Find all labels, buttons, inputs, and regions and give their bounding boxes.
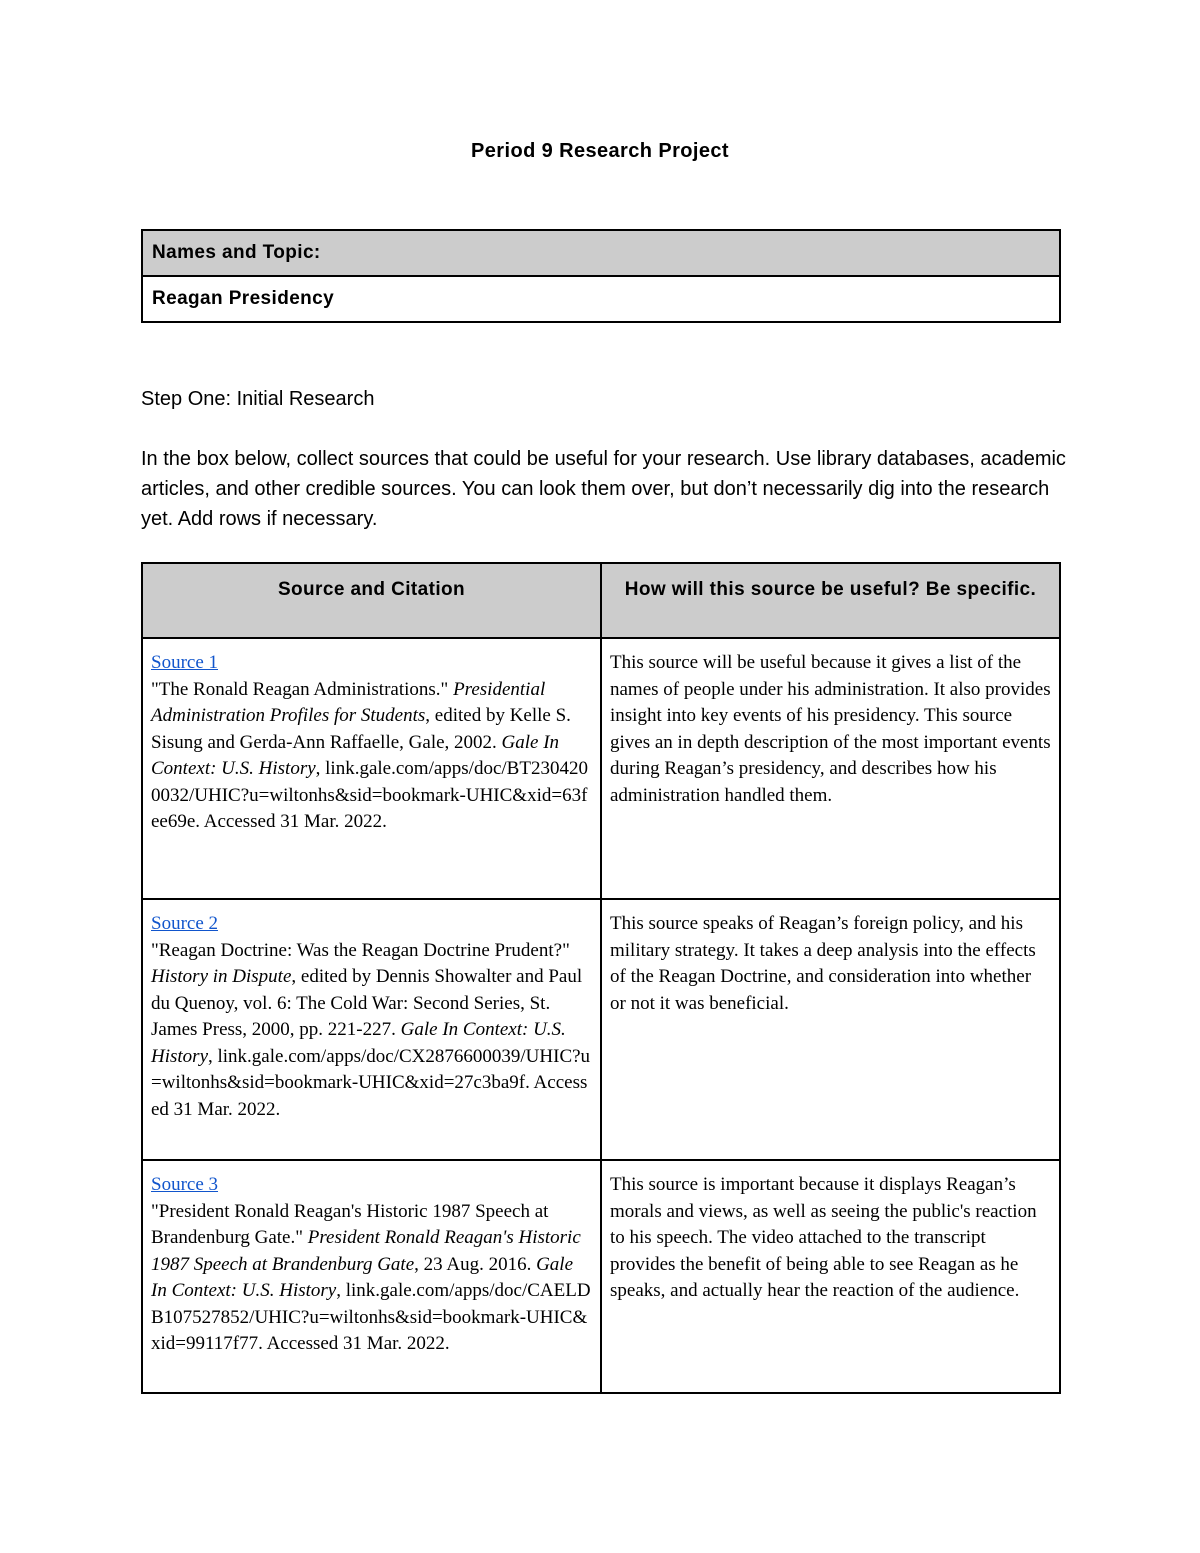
- names-topic-table: [141, 229, 1061, 323]
- names-topic-header-row: [142, 230, 1060, 276]
- citation-url: , link.gale.com/apps/doc/CX2876600039/UHIC?u=wiltonhs&sid=bookmark-UHIC&xid=27c3ba9f. Accessed 31 Mar. 2022.: [151, 1045, 591, 1120]
- usefulness-text: This source speaks of Reagan’s foreign policy, and his military strategy. It takes a deep analysis into the effects of the Reagan Doctrine, and consideration into whether or not it was beneficial.: [610, 913, 1036, 1014]
- citation-url: , link.gale.com/apps/doc/BT2304200032/UHIC?u=wiltonhs&sid=bookmark-UHIC&xid=63fee69e. Accessed 31 Mar. 2022.: [151, 758, 588, 832]
- citation-database: Gale In Context: U.S. History: [151, 731, 560, 779]
- table-row: [142, 638, 1060, 899]
- source-link[interactable]: Source 3: [151, 1174, 219, 1195]
- usefulness-cell: [601, 1160, 1060, 1393]
- instructions-paragraph: In the box below, collect sources that could be useful for your research. Use library databases, academic articles, and other credible sources. You can look them over, but don’t necessarily dig into the research yet. Add rows if necessary.: [141, 448, 1066, 530]
- usefulness-cell: [601, 638, 1060, 899]
- citation-cell: [142, 1160, 601, 1393]
- citation-cell: [142, 899, 601, 1160]
- citation-url: , link.gale.com/apps/doc/CAELDB107527852/UHIC?u=wiltonhs&sid=bookmark-UHIC&xid=99117f77. Accessed 31 Mar. 2022.: [151, 1280, 591, 1354]
- usefulness-text: This source is important because it displays Reagan’s morals and views, as well as seeing the public's reaction to his speech. The video attached to the transcript provides the benefit of being able to see Reagan as he speaks, and actually hear the reaction of the audience.: [610, 1174, 1037, 1301]
- names-topic-value-row: [142, 276, 1060, 322]
- usefulness-text: This source will be useful because it gives a list of the names of people under his administration. It also provides insight into key events of his presidency. This source gives an in depth description of the most important events during Reagan’s presidency, and describes how his administration handled them.: [610, 652, 1051, 806]
- usefulness-header: How will this source be useful? Be specific.: [601, 563, 1060, 638]
- citation-part: "The Ronald Reagan Administrations.": [151, 678, 454, 700]
- sources-table: [141, 562, 1061, 1394]
- source-citation-header: Source and Citation: [142, 563, 601, 638]
- citation-text: [151, 677, 592, 836]
- citation-database: Gale In Context: U.S. History: [151, 1253, 574, 1301]
- citation-database: Gale In Context: U.S. History: [151, 1019, 566, 1067]
- table-row: [142, 1160, 1060, 1393]
- citation-part: , edited by Kelle S. Sisung and Gerda-Ann Raffaelle, Gale, 2002.: [151, 705, 571, 753]
- citation-cell: [142, 638, 601, 899]
- names-topic-value: Reagan Presidency: [142, 276, 1060, 322]
- citation-title: Presidential Administration Profiles for Students: [151, 678, 546, 726]
- citation-part: "President Ronald Reagan's Historic 1987 Speech at Brandenburg Gate.": [151, 1200, 549, 1248]
- step-heading: Step One: Initial Research: [141, 388, 375, 410]
- citation-part: , edited by Dennis Showalter and Paul du Quenoy, vol. 6: The Cold War: Second Series, St. James Press, 2000, pp. 221-227.: [151, 966, 583, 1040]
- sources-header-row: [142, 563, 1060, 638]
- usefulness-cell: [601, 899, 1060, 1160]
- table-row: [142, 899, 1060, 1160]
- citation-text: [151, 1199, 592, 1358]
- source-link[interactable]: Source 1: [151, 652, 219, 673]
- citation-text: [151, 938, 592, 1124]
- citation-title: History in Dispute: [151, 966, 292, 987]
- source-link[interactable]: Source 2: [151, 913, 219, 934]
- page-title: Period 9 Research Project: [471, 140, 729, 162]
- names-topic-header: Names and Topic:: [142, 230, 1060, 276]
- citation-part: , 23 Aug. 2016.: [414, 1253, 537, 1275]
- citation-part: "Reagan Doctrine: Was the Reagan Doctrine Prudent?": [151, 939, 570, 961]
- citation-title: President Ronald Reagan's Historic 1987 Speech at Brandenburg Gate: [151, 1227, 581, 1275]
